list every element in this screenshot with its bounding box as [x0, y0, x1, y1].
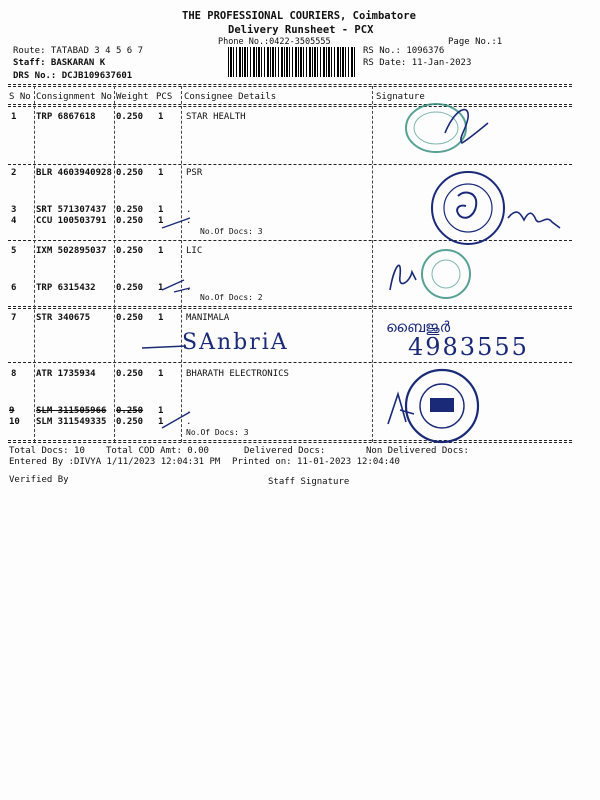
row-weight: 0.250 — [116, 406, 144, 416]
staff-signature: Staff Signature — [268, 477, 350, 487]
row-consignee: LIC — [186, 246, 203, 256]
row-sno: 1 — [11, 112, 17, 122]
row-sno: 6 — [11, 283, 17, 293]
row-weight: 0.250 — [116, 417, 144, 427]
row-pcs: 1 — [158, 283, 164, 293]
col-header-pcs: PCS — [156, 92, 173, 102]
row-weight: 0.250 — [116, 283, 144, 293]
pen-stroke — [140, 340, 190, 352]
row-weight: 0.250 — [116, 313, 144, 323]
row-divider — [8, 164, 572, 165]
row-divider — [8, 306, 572, 307]
row-consignee: BHARATH ELECTRONICS — [186, 369, 289, 379]
tick-mark — [160, 212, 200, 232]
row-weight: 0.250 — [116, 168, 144, 178]
document-title: Delivery Runsheet - PCX — [228, 24, 374, 36]
row-sno: 10 — [9, 417, 20, 427]
column-separator — [34, 86, 35, 442]
row-sno: 5 — [11, 246, 17, 256]
row-pcs: 1 — [158, 417, 164, 427]
row-consignment: SLM 311505966 — [36, 406, 107, 416]
row-consignment: IXM 502895037 — [36, 246, 107, 256]
row-consignee: . — [186, 216, 192, 226]
row-divider — [8, 362, 572, 363]
row-consignment: SLM 311549335 — [36, 417, 107, 427]
staff: Staff: BASKARAN K — [13, 58, 106, 68]
table-top-rule — [8, 84, 572, 85]
handwritten-name: SAnbriA — [182, 330, 289, 355]
group-doc-count: No.Of Docs: 2 — [200, 293, 263, 302]
page-number: Page No.:1 — [448, 37, 503, 47]
tick-mark — [160, 408, 200, 432]
row-pcs: 1 — [158, 112, 164, 122]
row-weight: 0.250 — [116, 369, 144, 379]
table-top-rule-2 — [8, 86, 572, 87]
row-weight: 0.250 — [116, 246, 144, 256]
row-consignment: ATR 1735934 — [36, 369, 96, 379]
row-pcs: 1 — [158, 168, 164, 178]
company-title: THE PROFESSIONAL COURIERS, Coimbatore — [182, 10, 416, 22]
row-pcs: 1 — [158, 369, 164, 379]
row-consignment: CCU 100503791 — [36, 216, 107, 226]
non-delivered-docs: Non Delivered Docs: — [366, 446, 469, 456]
column-separator — [372, 86, 373, 442]
printed-on: Printed on: 11-01-2023 12:04:40 — [232, 457, 400, 467]
row-divider — [8, 308, 572, 309]
row-consignee: PSR — [186, 168, 203, 178]
total-docs: Total Docs: 10 — [9, 446, 85, 456]
handwritten-signature: ബൈജുർ — [386, 318, 451, 336]
phone-number: Phone No.:0422-3505555 — [218, 37, 331, 47]
row-pcs: 1 — [158, 246, 164, 256]
row-sno: 2 — [11, 168, 17, 178]
row-weight: 0.250 — [116, 216, 144, 226]
total-cod-amount: Total COD Amt: 0.00 — [106, 446, 209, 456]
row-sno: 9 — [9, 406, 15, 416]
group-doc-count: No.Of Docs: 3 — [200, 227, 263, 236]
barcode — [228, 47, 356, 77]
bharath-electronics-stamp — [386, 364, 496, 444]
entered-by: Entered By :DIVYA 1/11/2023 12:04:31 PM — [9, 457, 221, 467]
tick-mark — [160, 278, 200, 298]
col-header-weight: Weight — [116, 92, 149, 102]
psr-silk-sarees-stamp — [428, 168, 578, 248]
col-header-sno: S No — [9, 92, 31, 102]
column-separator — [114, 86, 115, 442]
row-consignment: TRP 6315432 — [36, 283, 96, 293]
row-pcs: 1 — [158, 205, 164, 215]
row-pcs: 1 — [158, 313, 164, 323]
row-pcs: 1 — [158, 216, 164, 226]
star-health-stamp — [400, 98, 490, 158]
row-consignee: . — [186, 283, 192, 293]
row-sno: 3 — [11, 205, 17, 215]
row-consignee: . — [186, 205, 192, 215]
drs-number: DRS No.: DCJB109637601 — [13, 71, 133, 81]
row-consignment: BLR 4603940928 — [36, 168, 112, 178]
row-pcs: 1 — [158, 406, 164, 416]
col-header-signature: Signature — [376, 92, 425, 102]
row-weight: 0.250 — [116, 205, 144, 215]
row-consignee: . — [186, 417, 192, 427]
row-weight: 0.250 — [116, 112, 144, 122]
row-sno: 4 — [11, 216, 17, 226]
rs-number: RS No.: 1096376 — [363, 46, 445, 56]
row-consignment: STR 340675 — [36, 313, 91, 323]
lic-stamp — [384, 246, 484, 306]
row-consignment: SRT 571307437 — [36, 205, 107, 215]
route: Route: TATABAD 3 4 5 6 7 — [13, 46, 144, 56]
row-consignee: STAR HEALTH — [186, 112, 246, 122]
col-header-consignment: Consignment No — [36, 92, 112, 102]
row-sno: 8 — [11, 369, 17, 379]
row-sno: 7 — [11, 313, 17, 323]
handwritten-phone: 4983555 — [408, 333, 529, 361]
rs-date: RS Date: 11-Jan-2023 — [363, 58, 472, 68]
column-separator — [181, 86, 182, 442]
group-doc-count: No.Of Docs: 3 — [186, 428, 249, 437]
row-consignee: MANIMALA — [186, 313, 230, 323]
col-header-consignee: Consignee Details — [184, 92, 277, 102]
row-consignment: TRP 6867618 — [36, 112, 96, 122]
row-consignee: . — [186, 406, 192, 416]
verified-by: Verified By — [9, 475, 69, 485]
delivered-docs: Delivered Docs: — [244, 446, 326, 456]
